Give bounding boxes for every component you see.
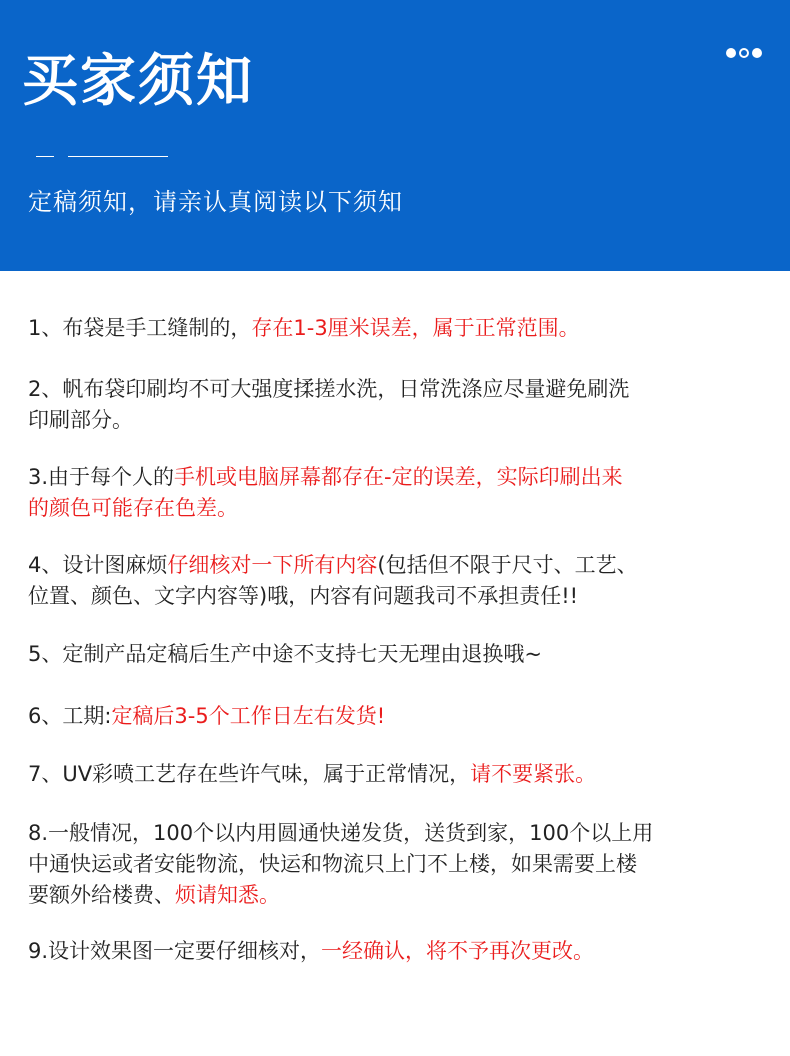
page-subtitle: 定稿须知，请亲认真阅读以下须知: [28, 188, 403, 216]
note-highlight-text: 存在1-3厘米误差，属于正常范围。: [251, 316, 580, 340]
note-item: [28, 313, 580, 344]
note-text: 1、布袋是手工缝制的，: [28, 316, 252, 340]
dot-active-icon: [739, 48, 749, 58]
note-highlight-text: 仔细核对一下所有内容: [167, 553, 378, 577]
note-highlight-text: 一经确认，将不予再次更改。: [321, 939, 595, 963]
note-text: 8.一般情况，100个以内用圆通快递发货，送货到家，100个以上用 中通快运或者安能物流，快运和物流只上门不上楼，如果需要上楼 要额外给楼费、: [28, 821, 654, 907]
note-item: [28, 936, 594, 967]
note-highlight-text: 烦请知悉。: [175, 883, 280, 907]
note-text: 2、帆布袋印刷均不可大强度揉搓水洗，日常洗涤应尽量避免刷洗 印刷部分。: [28, 377, 630, 432]
dot-icon: [726, 48, 736, 58]
decorative-divider-short: [36, 156, 54, 157]
note-item: [28, 550, 638, 612]
note-item: [28, 701, 385, 732]
note-highlight-text: 手机或电脑屏幕都存在-定的误差，实际印刷出来 的颜色可能存在色差。: [28, 465, 623, 520]
note-text: 7、UV彩喷工艺存在些许气味，属于正常情况，: [28, 762, 471, 786]
note-item: [28, 818, 653, 911]
note-text: 6、工期:: [28, 704, 112, 728]
note-text: 9.设计效果图一定要仔细核对，: [28, 939, 322, 963]
note-highlight-text: 定稿后3-5个工作日左右发货!: [111, 704, 386, 728]
decorative-divider-long: [68, 156, 168, 157]
note-text: 3.由于每个人的: [28, 465, 175, 489]
note-text: 5、定制产品定稿后生产中途不支持七天无理由退换哦~: [28, 642, 542, 666]
note-item: [28, 462, 623, 524]
page-title: 买家须知: [22, 49, 254, 114]
note-item: [28, 759, 596, 790]
dot-icon: [752, 48, 762, 58]
note-item: [28, 639, 542, 670]
note-text: (包括但不限于尺寸、工艺、 位置、颜色、文字内容等)哦，内容有问题我司不承担责任!!: [28, 553, 638, 608]
note-text: 4、设计图麻烦: [28, 553, 168, 577]
pagination-dots: [726, 48, 762, 58]
note-highlight-text: 请不要紧张。: [470, 762, 597, 786]
note-item: [28, 374, 629, 436]
header-banner: [0, 0, 790, 271]
